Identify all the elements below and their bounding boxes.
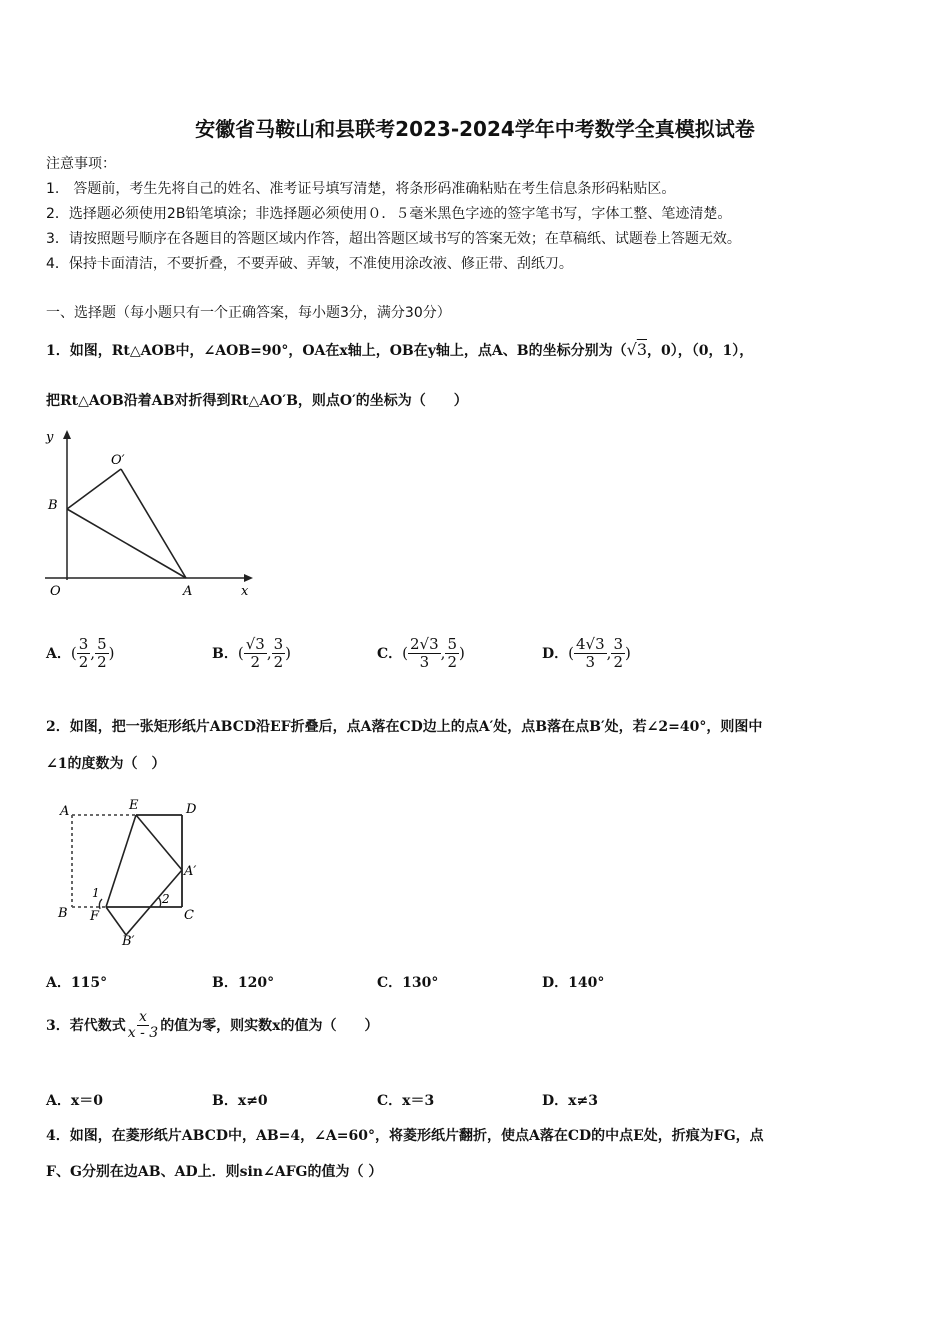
y-axis-arrow: [63, 430, 71, 439]
question-1-line-1: [46, 340, 753, 360]
denominator: x - 3: [127, 1025, 159, 1042]
label-y: y: [46, 430, 54, 445]
comma: ,: [440, 644, 446, 662]
option-letter: D．: [542, 1093, 569, 1109]
numerator: x: [139, 1009, 147, 1025]
q1-text-a: 1．如图，Rt△AOB中，∠AOB=90°，OA在x轴上，OB在y轴上，点A、B的坐标分别为（: [46, 343, 627, 359]
q2-option-b[interactable]: [212, 972, 274, 992]
denominator: 2: [97, 652, 107, 671]
numerator: 5: [97, 635, 107, 653]
option-value: x≠3: [568, 1093, 598, 1109]
denominator: 2: [273, 652, 284, 671]
angle-1-arc: [99, 899, 102, 909]
q3-fraction: [126, 1010, 160, 1042]
fraction: [95, 636, 109, 670]
option-letter: A．: [46, 1093, 71, 1109]
label-angle-2: 2: [162, 892, 170, 906]
option-letter: A．: [46, 646, 71, 662]
q2-option-d[interactable]: [542, 972, 604, 992]
notice-item: 2．选择题必须使用2B铅笔填涂；非选择题必须使用０．５毫米黑色字迹的签字笔书写，字体工整、笔迹清楚。: [46, 206, 732, 222]
fraction: [408, 636, 441, 670]
denominator: 3: [585, 652, 596, 671]
q3-option-a[interactable]: [46, 1090, 103, 1110]
q1-figure: [40, 425, 255, 605]
paren: ): [624, 644, 631, 662]
option-value: 130°: [402, 975, 439, 991]
q3-option-c[interactable]: [377, 1090, 434, 1110]
denominator: 3: [419, 652, 430, 671]
numerator: 4√3: [576, 635, 605, 653]
option-letter: C．: [377, 646, 403, 662]
q1-option-d[interactable]: [542, 636, 631, 670]
label-o-prime: O′: [111, 453, 125, 468]
option-letter: B．: [212, 1093, 238, 1109]
option-letter: D．: [542, 975, 569, 991]
question-4-line-1: 4．如图，在菱形纸片ABCD中，AB=4，∠A=60°，将菱形纸片翻折，使点A落在CD的中点E处，折痕为FG，点: [46, 1128, 764, 1144]
option-value: 120°: [237, 975, 275, 991]
segment-o-prime-a: [121, 469, 186, 578]
denominator: 2: [447, 652, 457, 671]
q2-figure: [50, 795, 210, 947]
section-heading: 一、选择题（每小题只有一个正确答案，每小题3分，满分30分）: [46, 305, 451, 321]
label-b: B: [58, 906, 68, 921]
paren: ): [459, 644, 465, 662]
q1-text-b: ，0），（0，1），: [647, 343, 754, 359]
notice-heading: 注意事项：: [46, 156, 116, 172]
label-a-prime: A′: [184, 864, 197, 879]
comma: ,: [606, 644, 612, 662]
paren: ): [285, 644, 291, 662]
fraction: [574, 636, 607, 670]
comma: ,: [90, 644, 96, 662]
option-letter: B．: [212, 975, 238, 991]
option-value: x＝3: [402, 1093, 435, 1109]
comma: ,: [266, 644, 272, 662]
segment-ab: [67, 509, 186, 578]
numerator: √3: [245, 635, 265, 653]
q1-option-c[interactable]: [377, 636, 465, 670]
segment-ea-prime: [136, 815, 182, 870]
fraction: [611, 636, 625, 670]
numerator: 5: [447, 635, 457, 653]
fraction: [445, 636, 459, 670]
fraction: [77, 636, 91, 670]
question-2-line-2: ∠1的度数为（ ）: [46, 756, 166, 772]
label-a: A: [183, 584, 193, 599]
paren: ): [108, 644, 115, 662]
denominator: 2: [613, 652, 623, 671]
label-e: E: [129, 798, 139, 813]
question-1-line-2: 把Rt△AOB沿着AB对折得到Rt△AO′B，则点O′的坐标为（ ）: [46, 393, 468, 409]
paren: (: [568, 644, 574, 662]
q3-option-d[interactable]: [542, 1090, 598, 1110]
q1-option-a[interactable]: [46, 636, 114, 670]
x-axis-arrow: [244, 574, 253, 582]
page-title: 安徽省马鞍山和县联考2023-2024学年中考数学全真模拟试卷: [195, 117, 755, 141]
question-4-line-2: F、G分别在边AB、AD上．则sin∠AFG的值为（ ）: [46, 1164, 383, 1180]
fold-ef: [106, 815, 136, 907]
option-value: x≠0: [237, 1093, 268, 1109]
label-c: C: [184, 908, 194, 923]
notice-item: 1. 答题前，考生先将自己的姓名、准考证号填写清楚，将条形码准确粘贴在考生信息条形码粘贴区。: [46, 181, 676, 197]
fraction: [244, 636, 267, 670]
segment-b-prime-f: [106, 907, 126, 935]
q3-suffix: 的值为零，则实数x的值为（ ）: [160, 1017, 379, 1034]
denominator: 2: [250, 652, 261, 671]
option-value: x＝0: [70, 1093, 103, 1109]
question-2-line-1: 2．如图，把一张矩形纸片ABCD沿EF折叠后，点A落在CD边上的点A′处，点B落在点B′处，若∠2=40°，则图中: [46, 719, 763, 735]
option-value: 140°: [568, 975, 605, 991]
q2-option-c[interactable]: [377, 972, 438, 992]
option-letter: B．: [212, 646, 238, 662]
q2-option-a[interactable]: [46, 972, 107, 992]
numerator: 3: [613, 635, 623, 653]
label-b-prime: B′: [122, 934, 135, 947]
q3-option-b[interactable]: [212, 1090, 268, 1110]
sqrt-symbol: √3: [626, 340, 647, 359]
option-letter: A．: [46, 975, 71, 991]
option-letter: C．: [377, 975, 403, 991]
notice-item: 4．保持卡面清洁，不要折叠，不要弄破、弄皱，不准使用涂改液、修正带、刮纸刀。: [46, 256, 573, 272]
segment-a-prime-b-prime: [126, 870, 182, 935]
label-x: x: [241, 584, 249, 599]
paren: (: [237, 644, 244, 662]
label-f: F: [90, 909, 100, 924]
paren: (: [402, 644, 409, 662]
q1-option-b[interactable]: [212, 636, 291, 670]
label-b: B: [48, 498, 58, 513]
paren: (: [70, 644, 77, 662]
option-value: 115°: [70, 975, 108, 991]
label-o: O: [50, 584, 61, 599]
fraction: [272, 636, 286, 670]
numerator: 3: [273, 635, 284, 653]
numerator: 3: [78, 635, 89, 653]
question-3: [46, 1010, 379, 1042]
label-angle-1: 1: [92, 886, 100, 900]
label-a: A: [60, 804, 70, 819]
q1-sqrt3: 3: [636, 340, 647, 359]
numerator: 2√3: [410, 635, 439, 653]
segment-bo-prime: [67, 469, 121, 509]
label-d: D: [186, 802, 197, 817]
option-letter: C．: [377, 1093, 403, 1109]
option-letter: D．: [542, 646, 569, 662]
denominator: 2: [78, 652, 89, 671]
q3-prefix: 3．若代数式: [46, 1017, 126, 1034]
notice-item: 3．请按照题号顺序在各题目的答题区域内作答，超出答题区域书写的答案无效；在草稿纸、试题卷上答题无效。: [46, 231, 741, 247]
